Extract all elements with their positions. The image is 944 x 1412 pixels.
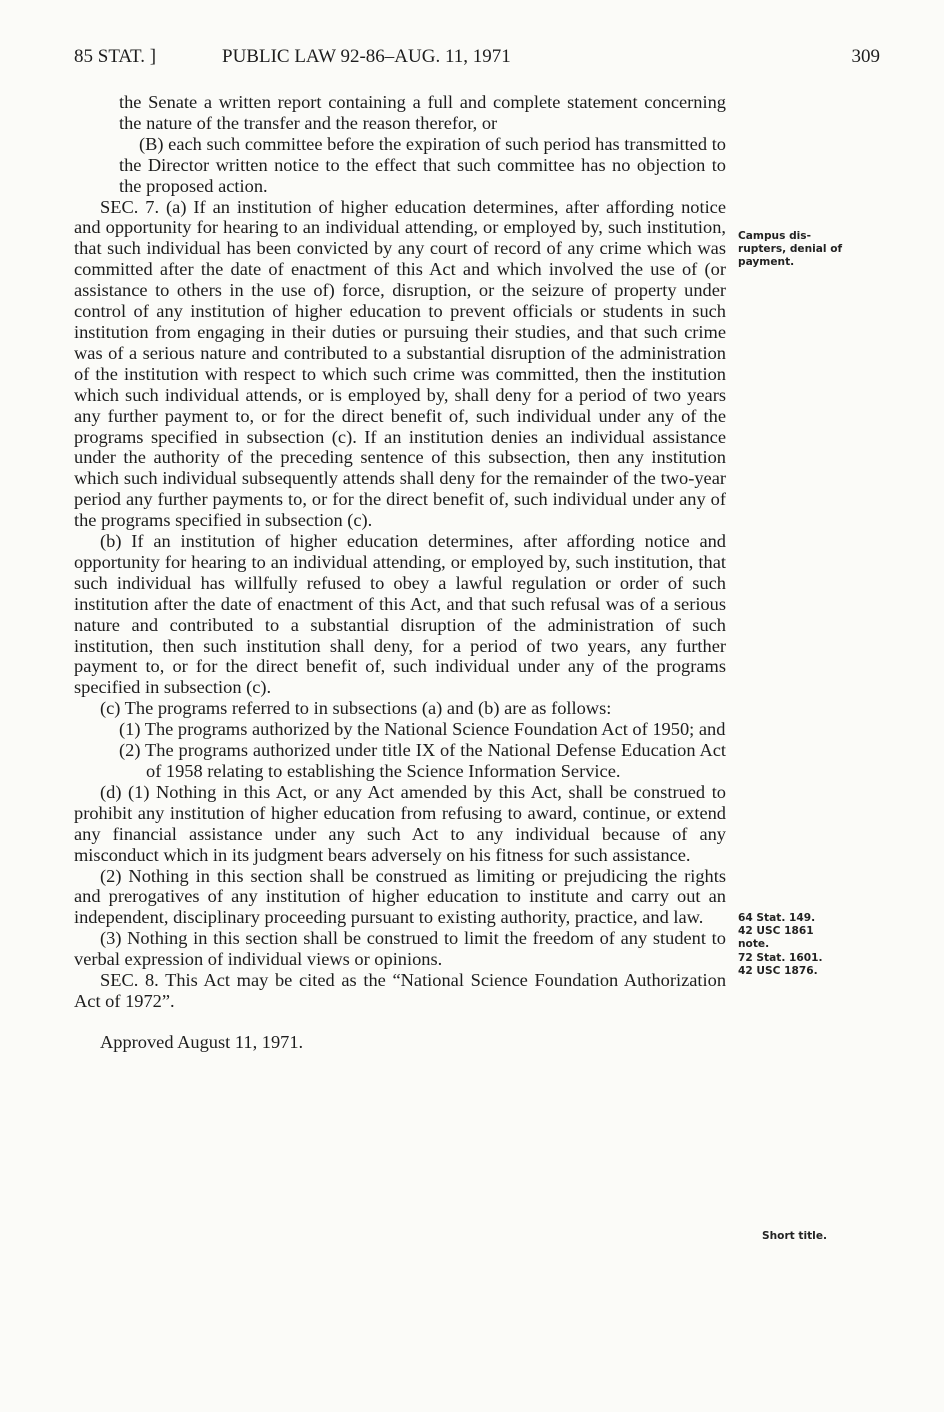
section-7d-2: (2) Nothing in this section shall be construed as limiting or prejudicing the rights and prerogatives of any institution of higher education to institute and carry out an independent, disciplinary proceeding pursuant to existing authority, practice, and law. [74,865,726,928]
approval-date: Approved August 11, 1971. [100,1031,304,1052]
margin-note-citations: 64 Stat. 149. 42 USC 1861 note. 72 Stat. 1601. 42 USC 1876. [738,912,823,977]
running-header [60,46,884,72]
paragraph-b-committee: (B) each such committee before the expiration of such period has transmitted to the Director written notice to the effect that such committee has no objection to the proposed action. [119,133,726,196]
section-7c: (c) The programs referred to in subsections (a) and (b) are as follows: [100,698,612,719]
section-7d-3: (3) Nothing in this section shall be construed to limit the freedom of any student to verbal expression of individual views or opinions. [74,928,726,970]
section-label: SEC. 7. [100,196,160,217]
section-7a-text: (a) If an institution of higher education determines, after affording notice and opportunity for hearing to an individual attending, or employed by, such institution, that such individual has been convicted by any court of record of any crime which was committed after the date of enactment of this Act and which involved the use of (or assistance to others in the use of) force, disruption, or the seizure of property under control of any institution of higher education to prevent officials or students in such institution from engaging in their duties or pursuing their studies, and that such crime was of a serious nature and contributed to a substantial disruption of the administration of the institution with respect to which such crime was committed, then the institution which such individual attends, or is employed by, shall deny for a period of two years any further payment to, or for the direct benefit of, such individual under any of the programs specified in subsection (c). If an institution denies an individual assistance under the authority of the preceding sentence of this subsection, then any institution which such individual subsequently attends shall deny for the remainder of the two-year period any further payments to, or for the direct benefit of, such individual under any of the programs specified in subsection (c). [74,196,726,531]
paragraph-continuation: the Senate a written report containing a full and complete statement concerning the nature of the transfer and the reason therefor, or [119,92,726,133]
law-title: PUBLIC LAW 92-86–AUG. 11, 1971 [222,46,511,67]
statute-volume: 85 STAT. ] [74,46,157,67]
section-7c-2: (2) The programs authorized under title IX of the National Defense Education Act of 1958 relating to establishing the Science Information Service. [119,740,726,781]
section-8 [74,970,726,1012]
section-7b: (b) If an institution of higher education determines, after affording notice and opportunity for hearing to an individual attending, or employed by, such institution, that such individual has willfully refused to obey a lawful regulation or order of such institution after the date of enactment of this Act, and that such refusal was of a serious nature and contributed to a substantial disruption of the administration of such institution, then such institution shall deny, for a period of two years, any further payment to, or for the direct benefit of, such individual under any of the programs specified in subsection (c). [74,531,726,698]
law-body-text [74,92,726,1053]
section-label: SEC. 8. [100,970,159,991]
page-number: 309 [851,46,880,67]
section-7a [74,197,726,532]
margin-note-short-title: Short title. [762,1230,828,1242]
section-7c-1: (1) The programs authorized by the National Science Foundation Act of 1950; and [119,719,726,740]
section-8-text: This Act may be cited as the “National Science Foundation Authorization Act of 1972”. [74,970,727,1011]
margin-note-campus: Campus dis- rupters, denial of payment. [738,230,843,269]
section-7d-1: (d) (1) Nothing in this Act, or any Act amended by this Act, shall be construed to prohibit any institution of higher education from refusing to award, continue, or extend any financial assistance under any such Act to any individual because of any misconduct which in its judgment bears adversely on his fitness for such assistance. [74,781,726,865]
